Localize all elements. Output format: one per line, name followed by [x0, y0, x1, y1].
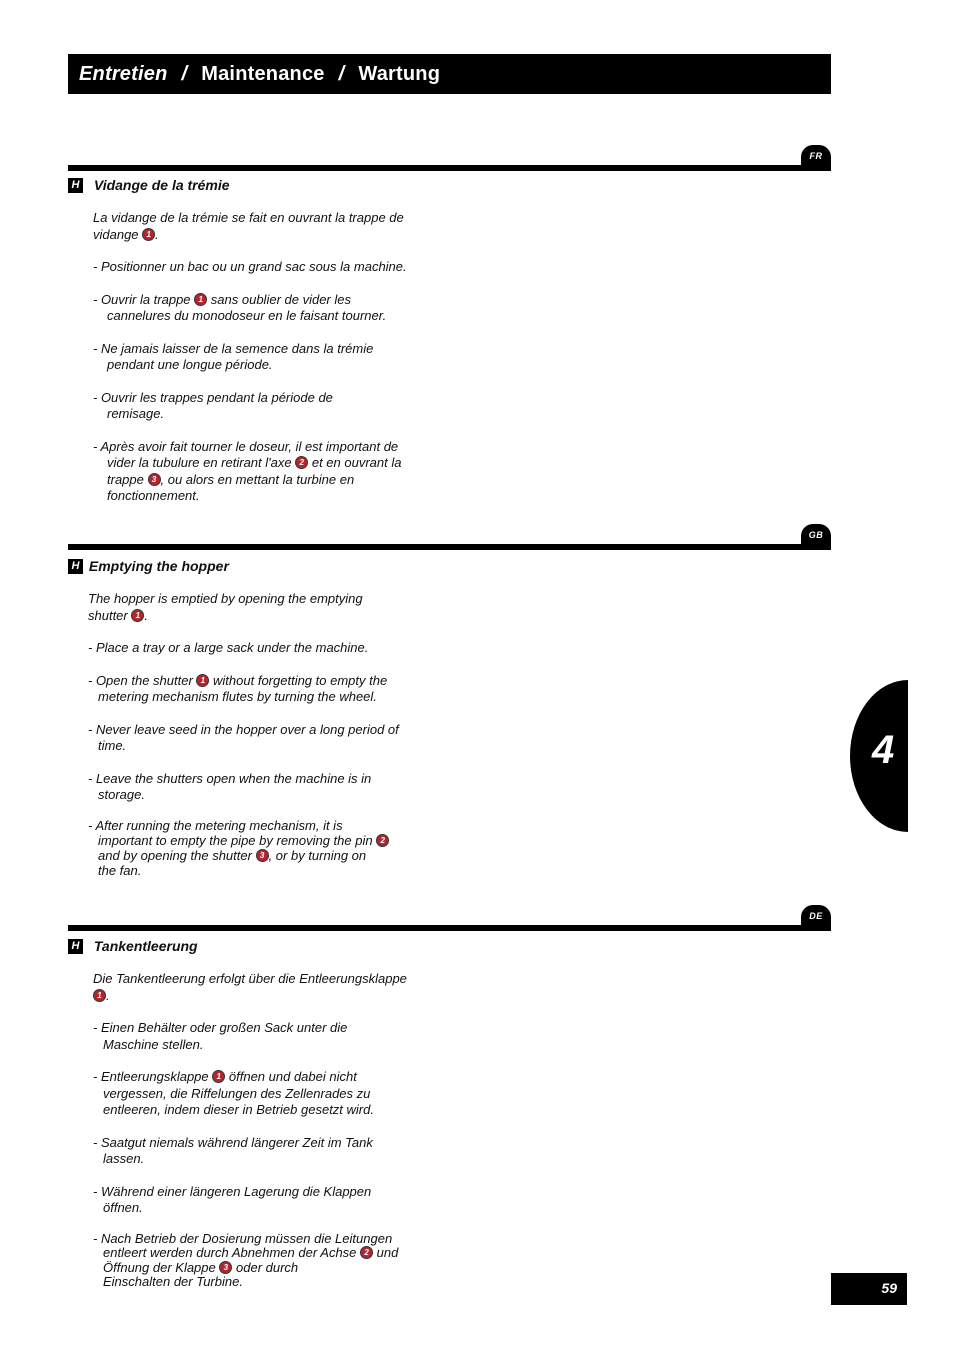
bullet-item: - Während einer längeren Lagerung die Klappen öffnen. [93, 1183, 372, 1215]
bullet-item: - Leave the shutters open when the machine is in storage. [88, 770, 372, 802]
bullet-item: - After running the metering mechanism, it is important to empty the pipe by removing the pin 2 and by opening the shutter 3 , or by turning on the fan. [88, 818, 399, 878]
bullet-item: - Open the shutter 1 without forgetting to empty the metering mechanism flutes by turning the wheel. [88, 672, 388, 704]
bullet-item: - Saatgut niemals während längerer Zeit im Tank lassen. [93, 1134, 373, 1166]
section-title-gb [68, 558, 229, 575]
language-tab-de: DE [801, 905, 831, 929]
bullet-item: - Ouvrir les trappes pendant la période de remisage. [93, 389, 333, 421]
section-heading-gb: Emptying the hopper [88, 558, 229, 574]
section-heading-fr: Vidange de la trémie [93, 177, 230, 193]
callout-3-icon: 3 [148, 473, 161, 486]
header-title-de: Wartung [358, 63, 441, 85]
callout-1-icon: 1 [194, 293, 207, 306]
paragraph-intro: The hopper is emptied by opening the emptying shutter 1 . [88, 591, 363, 623]
callout-3-icon: 3 [256, 849, 269, 862]
header-separator: / [338, 63, 345, 85]
language-tab-fr: FR [801, 145, 831, 169]
page-header-bar [68, 54, 831, 94]
paragraph-intro: La vidange de la trémie se fait en ouvrant la trappe de vidange 1 . [93, 210, 404, 242]
section-body-gb [88, 591, 399, 878]
callout-1-icon: 1 [212, 1070, 225, 1083]
bullet-item: - Entleerungsklappe 1 öffnen und dabei nicht vergessen, die Riffelungen des Zellenrades zu entleeren, indem dieser in Betrieb gesetzt wird. [93, 1069, 374, 1117]
section-marker-icon: H [68, 178, 83, 193]
callout-1-icon: 1 [93, 989, 106, 1002]
callout-1-icon: 1 [142, 228, 155, 241]
callout-2-icon: 2 [295, 456, 308, 469]
section-body-de [93, 971, 407, 1290]
bullet-item: - Ouvrir la trappe 1 sans oublier de vider les cannelures du monodoseur en le faisant tourner. [93, 291, 387, 323]
header-title-gb: Maintenance [201, 63, 325, 85]
section-marker-icon: H [68, 939, 83, 954]
section-divider-fr [68, 165, 831, 171]
callout-2-icon: 2 [360, 1246, 373, 1259]
section-body-fr [93, 210, 407, 505]
bullet-item: - Place a tray or a large sack under the machine. [88, 640, 369, 655]
bullet-item: - Positionner un bac ou un grand sac sous la machine. [93, 259, 407, 274]
chapter-number: 4 [872, 728, 895, 772]
section-title-de [68, 938, 198, 955]
callout-1-icon: 1 [131, 609, 144, 622]
bullet-item: - Ne jamais laisser de la semence dans la trémie pendant une longue période. [93, 340, 374, 372]
bullet-item: - Après avoir fait tourner le doseur, il est important de vider la tubulure en retirant l'axe 2 et en ouvrant la trappe 3 , ou alors en mettant la turbine en fonctionnement. [93, 438, 402, 503]
callout-3-icon: 3 [219, 1261, 232, 1274]
page-number: 59 [831, 1273, 907, 1305]
bullet-item: - Einen Behälter oder großen Sack unter die Maschine stellen. [93, 1020, 348, 1052]
language-tab-gb: GB [801, 524, 831, 548]
section-divider-gb [68, 544, 831, 550]
section-marker-icon: H [68, 559, 83, 574]
section-divider-de [68, 925, 831, 931]
header-title-fr: Entretien [79, 63, 168, 85]
section-heading-de: Tankentleerung [93, 938, 198, 954]
callout-2-icon: 2 [376, 834, 389, 847]
callout-1-icon: 1 [196, 674, 209, 687]
section-title-fr [68, 177, 230, 194]
paragraph-intro: Die Tankentleerung erfolgt über die Entleerungsklappe 1 . [93, 971, 407, 1003]
bullet-item: - Never leave seed in the hopper over a long period of time. [88, 721, 399, 753]
bullet-item: - Nach Betrieb der Dosierung müssen die Leitungen entleert werden durch Abnehmen der Achse 2 und Öffnung der Klappe 3 oder durch Einschalten der Turbine. [93, 1230, 399, 1289]
header-separator: / [181, 63, 188, 85]
